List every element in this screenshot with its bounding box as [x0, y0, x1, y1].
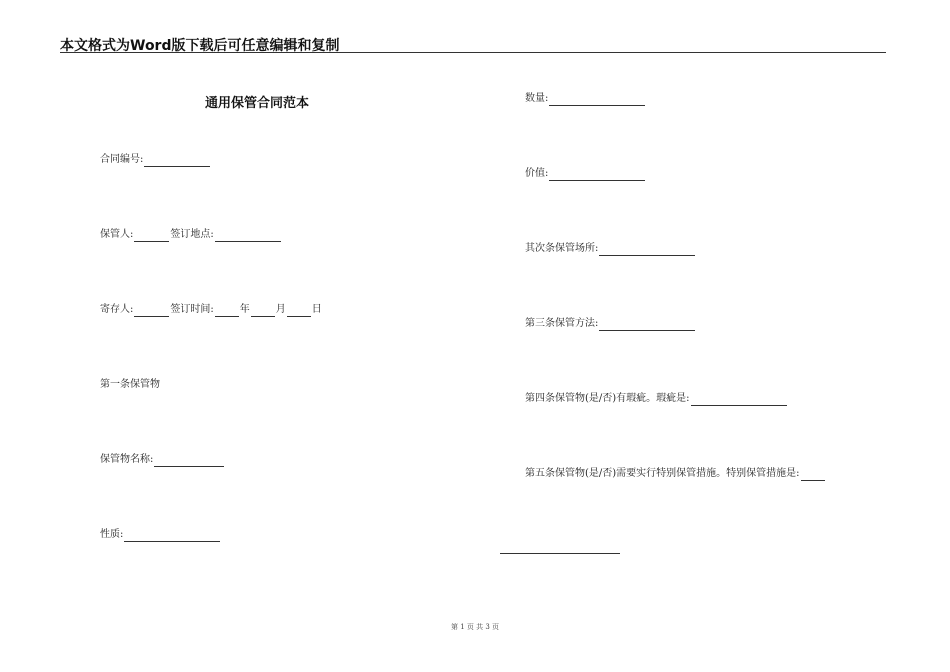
- article-3-blank: [599, 320, 695, 331]
- depositor-label: 寄存人:: [100, 304, 134, 315]
- article-3-label: 第三条保管方法:: [525, 318, 599, 329]
- item-name-field: [100, 453, 225, 467]
- sign-place-label: 签订地点:: [170, 229, 214, 240]
- quantity-field: [525, 92, 646, 106]
- value-label: 价值:: [525, 168, 549, 179]
- day-blank: [287, 306, 311, 317]
- year-blank: [215, 306, 239, 317]
- page-number: 第 1 页 共 3 页: [450, 623, 500, 631]
- contract-number-field: [100, 153, 211, 167]
- article-2-field: [525, 242, 696, 256]
- article-3-field: [525, 317, 696, 331]
- depositor-blank: [134, 306, 169, 317]
- nature-label: 性质:: [100, 529, 124, 540]
- quantity-label: 数量:: [525, 93, 549, 104]
- value-field: [525, 167, 646, 181]
- document-title: 通用保管合同范本: [205, 96, 310, 111]
- sign-place-blank: [215, 231, 281, 242]
- month-blank: [251, 306, 275, 317]
- custodian-blank: [134, 231, 169, 242]
- day-label: 日: [311, 304, 322, 315]
- article-2-label: 其次条保管场所:: [525, 243, 599, 254]
- quantity-blank: [549, 95, 645, 106]
- article-1-label: 第一条保管物: [100, 379, 160, 390]
- month-label: 月: [275, 304, 286, 315]
- value-blank: [549, 170, 645, 181]
- custodian-label: 保管人:: [100, 229, 134, 240]
- nature-blank: [124, 531, 220, 542]
- article-1-heading: [100, 378, 160, 392]
- article-5-field: [525, 467, 826, 481]
- article-5-continuation-blank: [500, 553, 620, 554]
- article-4-label: 第四条保管物(是/否)有瑕疵。瑕疵是:: [525, 393, 690, 404]
- article-4-field: [525, 392, 788, 406]
- year-label: 年: [239, 304, 250, 315]
- header-divider: [60, 52, 886, 53]
- sign-time-label: 签订时间:: [170, 304, 214, 315]
- article-4-blank: [691, 395, 787, 406]
- contract-number-blank: [144, 156, 210, 167]
- nature-field: [100, 528, 221, 542]
- custodian-field: [100, 228, 282, 242]
- item-name-blank: [154, 456, 224, 467]
- article-5-blank: [801, 470, 825, 481]
- item-name-label: 保管物名称:: [100, 454, 154, 465]
- contract-number-label: 合同编号:: [100, 154, 144, 165]
- page-header: 本文格式为Word版下载后可任意编辑和复制: [60, 38, 340, 54]
- article-5-label: 第五条保管物(是/否)需要实行特别保管措施。特别保管措施是:: [525, 468, 800, 479]
- article-2-blank: [599, 245, 695, 256]
- depositor-field: [100, 303, 322, 317]
